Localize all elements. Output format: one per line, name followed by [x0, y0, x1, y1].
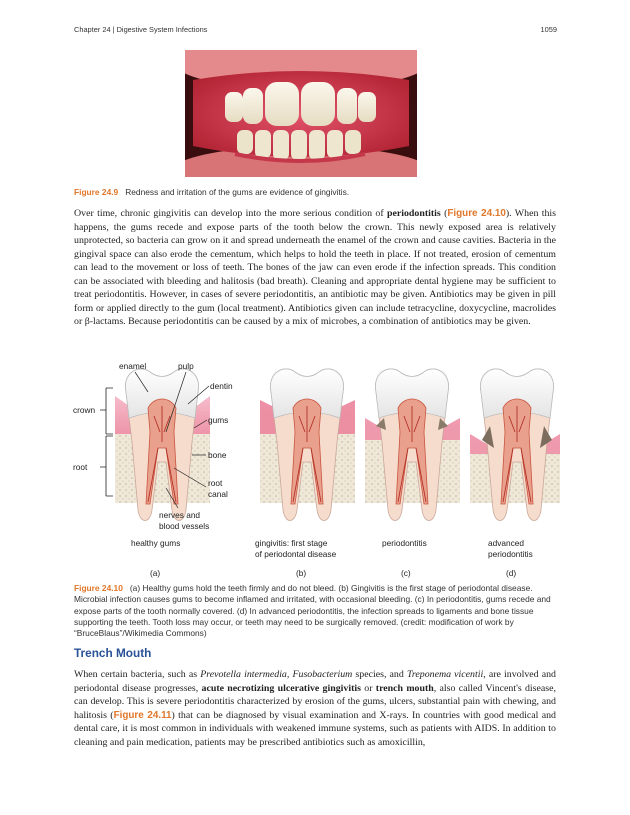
label-pulp: pulp: [178, 361, 194, 371]
figure-24-9-caption: [74, 187, 556, 198]
paragraph-trench-mouth: [74, 668, 556, 749]
panel-d-title-2: periodontitis: [488, 549, 533, 559]
label-crown: crown: [73, 405, 96, 415]
panel-b-gingivitis: [260, 369, 355, 521]
running-header: Chapter 24 | Digestive System Infections: [74, 25, 208, 34]
teeth-photo-drawing: [185, 50, 417, 177]
species-name: Fusobacterium: [292, 669, 353, 680]
page-number: 1059: [540, 25, 557, 34]
key-term: trench mouth: [375, 682, 434, 694]
panel-c-periodontitis: [365, 369, 460, 521]
paragraph-periodontitis: [74, 207, 556, 329]
species-name: Prevotella intermedia: [200, 669, 287, 680]
figure-24-11-link[interactable]: Figure 24.11: [113, 709, 172, 721]
label-root-canal-2: canal: [208, 489, 228, 499]
section-heading-trench-mouth: Trench Mouth: [74, 646, 152, 660]
text-run: ,: [286, 669, 293, 680]
label-dentin: dentin: [210, 381, 233, 391]
panel-d-advanced: [470, 369, 560, 521]
text-run: (: [440, 208, 448, 219]
text-run: , also called Vincent's disease, can develop. This is severe periodontitis characterized by erosion of the gums, ulcers, substantial pain with chewing, and halitosis (: [74, 682, 556, 721]
panel-b-letter: (b): [296, 568, 307, 578]
text-run: , are involved and periodontal disease progresses,: [74, 669, 556, 694]
label-root-canal: root: [208, 478, 223, 488]
text-run: ). When this happens, the gums recede and expose parts of the tooth below the crown. This newly exposed area is relatively unprotected, so bacteria can grow on it and spread underneath the enamel of the crown and cause cavities. Bacteria in the gingival space can also erode the cementum, which helps to hold the teeth in place. If not treated, erosion of cementum can lead to the movement or loss of teeth. The bones of the jaw can even erode if the infection spreads. This condition can be associated with bleeding and halitosis (bad breath). Cleaning and appropriate dental hygiene may be sufficient to treat periodontitis. However, in cases of severe periodontitis, an antibiotic may be given. Antibiotics may be given in pill form or applied directly to the gum (local treatment). Antibiotics given can include tetracycline, doxycycline, macrolides or β-lactams. Because periodontitis can be caused by a mix of microbes, a combination of antibiotics may be given.: [74, 208, 556, 328]
label-enamel: enamel: [119, 361, 147, 371]
key-term: acute necrotizing ulcerative gingivitis: [201, 682, 361, 694]
figure-24-10-label: Figure 24.10: [74, 583, 123, 593]
panel-a-title: healthy gums: [131, 538, 181, 548]
figure-24-10-caption: [74, 583, 556, 639]
label-nerves-2: blood vessels: [159, 521, 210, 531]
panel-d-title: advanced: [488, 538, 524, 548]
text-run: When certain bacteria, such as: [74, 669, 201, 680]
text-run: or: [360, 682, 376, 694]
label-root: root: [73, 462, 88, 472]
text-run: species, and: [352, 669, 407, 680]
label-nerves: nerves and: [159, 510, 201, 520]
figure-24-10-diagram: [70, 356, 560, 581]
figure-24-10-link[interactable]: Figure 24.10: [447, 208, 506, 219]
text-run: Over time, chronic gingivitis can develop into the more serious condition of: [74, 208, 387, 219]
key-term: periodontitis: [386, 208, 441, 219]
species-name: Treponema vicentii: [406, 669, 484, 680]
label-bone: bone: [208, 450, 227, 460]
figure-24-10-caption-text: (a) Healthy gums hold the teeth firmly and do not bleed. (b) Gingivitis is the first stage of periodontal disease. Microbial infection causes gums to become inflamed and irritated, with occasional bleeding. (c) In periodontitis, gums recede and expose parts of the tooth normally covered. (d) In advanced periodontitis, the infection spreads to ligaments and bone tissue supporting the teeth. Tooth loss may occur, or teeth may need to be surgically removed. (credit: modification of work by “BruceBlaus”/Wikimedia Commons): [74, 583, 551, 639]
panel-a-healthy: [115, 369, 210, 521]
panel-d-letter: (d): [506, 568, 517, 578]
figure-24-9-label: Figure 24.9: [74, 187, 119, 197]
panel-b-title-2: of periodontal disease: [255, 549, 337, 559]
figure-24-9-caption-text: Redness and irritation of the gums are evidence of gingivitis.: [125, 187, 350, 197]
panel-b-title: gingivitis: first stage: [255, 538, 328, 548]
panel-c-letter: (c): [401, 568, 411, 578]
gingivitis-photo: [185, 50, 417, 177]
panel-a-letter: (a): [150, 568, 161, 578]
panel-c-title: periodontitis: [382, 538, 427, 548]
text-run: ) that can be diagnosed by visual examination and X-rays. In countries with good medical and dental care, it is most common in individuals with weakened immune systems, such as patients with AIDS. In addition to cleaning and pain medication, patients may be prescribed antibiotics such as amoxicillin,: [74, 709, 556, 748]
label-gums: gums: [208, 415, 229, 425]
